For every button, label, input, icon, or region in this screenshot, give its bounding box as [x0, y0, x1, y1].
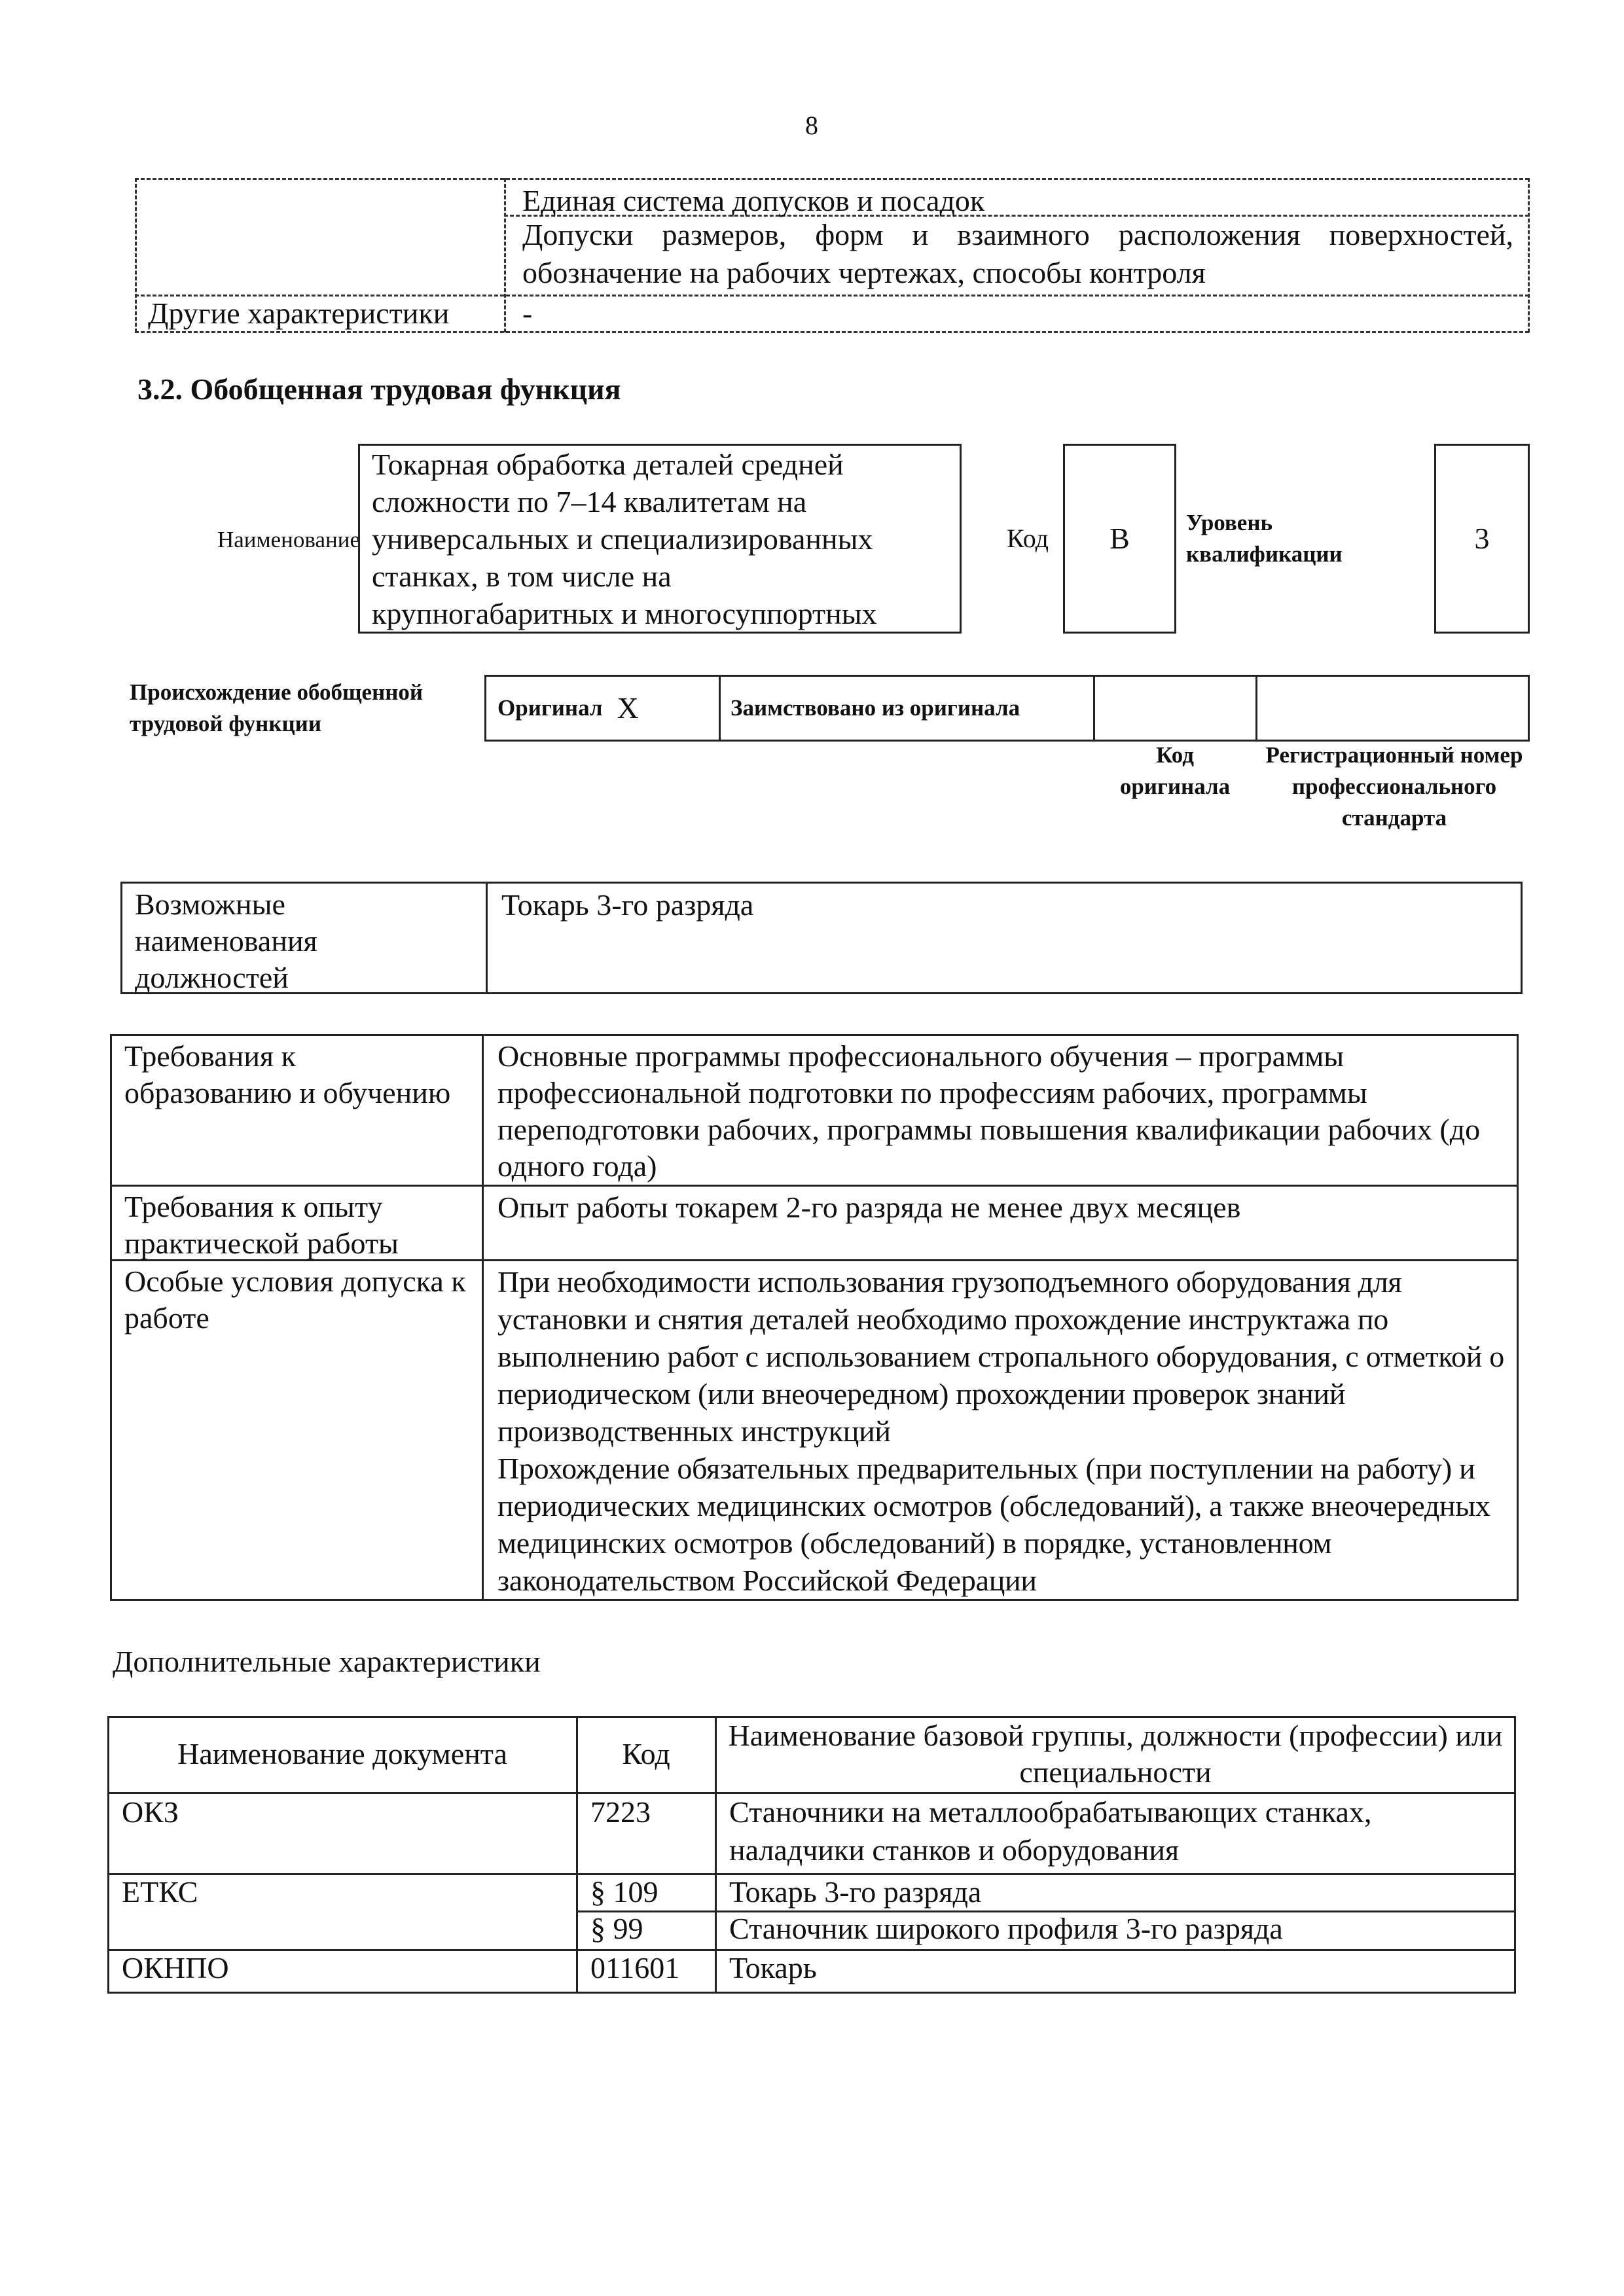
- header-code: Код: [622, 1737, 670, 1770]
- top-table-row3-value: -: [522, 296, 533, 330]
- table-border: [482, 1034, 484, 1601]
- requirement-value: Основные программы профессионального обучения – программы профессиональной подготовки по профессиям рабочих, программы переподготовки рабочих, программы повышения квалификации рабочих (до одного года): [497, 1039, 1481, 1183]
- page-number: 8: [805, 111, 818, 140]
- top-table-row3-label: Другие характеристики: [148, 296, 450, 330]
- name-label: Наименование: [217, 527, 360, 552]
- function-name-line-3: универсальных и специализированных: [372, 522, 873, 556]
- original-mark: X: [617, 691, 639, 725]
- row-name: Токарь 3-го разряда: [729, 1875, 982, 1909]
- row-code: 7223: [590, 1795, 651, 1829]
- row-doc: ЕТКС: [122, 1875, 198, 1909]
- row-doc: ОКЗ: [122, 1795, 179, 1829]
- requirement-label: Особые условия допуска к работе: [124, 1265, 466, 1335]
- row-doc: [110, 1909, 575, 1915]
- row-code: § 99: [590, 1912, 643, 1945]
- requirement-value: При необходимости использования грузоподъемного оборудования для установки и снятия деталей необходимо прохождение инструктажа по выполнению работ с использованием стропального оборудования, с отметкой о периодическом (или внеочередном) прохождении проверок знаний производственных инструкций Прохождение обязательных предварительных (при поступлении на работу) и периодических медицинских осмотров (обследований), а также внеочередных медицинских осмотров (обследований) в порядке, установленном законодательством Российской Федерации: [497, 1265, 1504, 1597]
- origin-label: Происхождение обобщенной трудовой функции: [130, 679, 424, 736]
- requirement-value: Опыт работы токарем 2-го разряда не менее двух месяцев: [497, 1191, 1241, 1224]
- positions-value: Токарь 3-го разряда: [501, 888, 754, 922]
- row-name: Станочник широкого профиля 3-го разряда: [729, 1912, 1283, 1945]
- table-border: [576, 1716, 578, 1994]
- function-name-line-2: сложности по 7–14 квалитетам на: [372, 485, 807, 518]
- row-code: 011601: [590, 1951, 680, 1984]
- table-border: [504, 178, 506, 332]
- original-label: Оригинал: [497, 695, 603, 721]
- header-doc: Наименование документа: [177, 1737, 507, 1770]
- table-border: [1255, 675, 1257, 742]
- level-label: Уровень квалификации: [1186, 510, 1343, 567]
- row-code: § 109: [590, 1875, 659, 1909]
- table-border: [1093, 675, 1095, 742]
- code-label: Код: [1007, 524, 1049, 553]
- header-name: Наименование базовой группы, должности (профессии) или специальности: [728, 1719, 1503, 1789]
- table-border: [1528, 178, 1530, 332]
- additional-title: Дополнительные характеристики: [113, 1645, 541, 1678]
- function-name-box: [358, 444, 962, 634]
- level-value: 3: [1434, 444, 1530, 634]
- code-value: B: [1063, 444, 1176, 634]
- function-name-line-5: крупногабаритных и многосуппортных: [372, 597, 877, 630]
- table-border: [719, 675, 721, 742]
- code-original-caption: Код оригинала: [1119, 742, 1231, 799]
- requirement-label: Требования к опыту практической работы: [124, 1190, 399, 1260]
- row-name: Станочники на металлообрабатывающих станках, наладчики станков и оборудования: [729, 1795, 1372, 1867]
- table-border: [486, 882, 488, 994]
- function-name-line-4: станках, в том числе на: [372, 560, 672, 593]
- function-name-line-1: Токарная обработка деталей средней: [372, 448, 844, 481]
- section-title: 3.2. Обобщенная трудовая функция: [137, 372, 621, 406]
- top-table-row2-text: Допуски размеров, форм и взаимного расположения поверхностей, обозначение на рабочих чертежах, способы контроля: [522, 218, 1513, 289]
- positions-label: Возможные наименования должностей: [135, 888, 317, 994]
- original-cell: [497, 675, 717, 742]
- top-table-row1-text: Единая система допусков и посадок: [522, 184, 985, 217]
- row-name: Токарь: [729, 1951, 817, 1984]
- row-doc: ОКНПО: [122, 1951, 229, 1984]
- reg-number-caption: Регистрационный номер профессионального стандарта: [1265, 742, 1523, 831]
- borrowed-label: Заимствовано из оригинала: [731, 695, 1020, 721]
- table-border: [715, 1716, 717, 1994]
- requirement-label: Требования к образованию и обучению: [124, 1039, 451, 1109]
